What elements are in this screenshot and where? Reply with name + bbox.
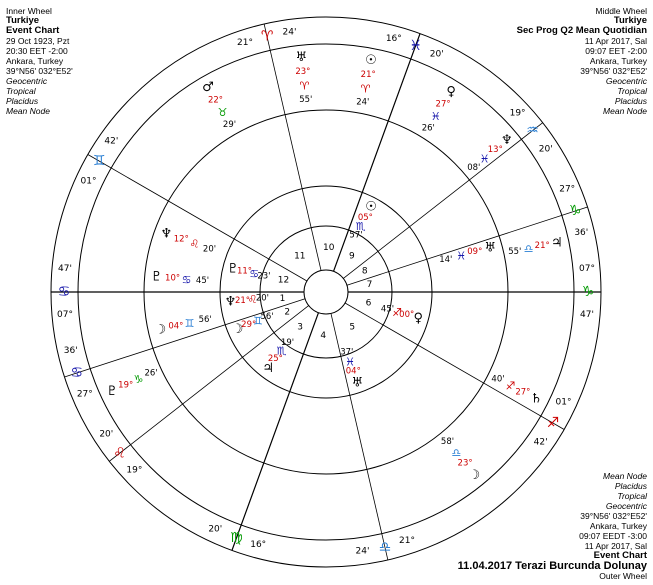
inner-wheel-setting: Mean Node bbox=[6, 106, 50, 116]
planet-glyph-icon: ☉ bbox=[365, 52, 377, 68]
middle-wheel-label: Middle Wheel bbox=[595, 6, 647, 16]
planet-glyph-icon: ☽ bbox=[231, 322, 244, 337]
planet-degree: 27° bbox=[515, 387, 531, 398]
inner-wheel-place: Ankara, Turkey bbox=[6, 56, 64, 66]
cusp-degree: 16° bbox=[385, 33, 402, 44]
cusp-sign-icon: ♊ bbox=[92, 153, 106, 169]
planet-sign-icon: ♋ bbox=[181, 273, 192, 287]
planet-sign-icon: ♌ bbox=[189, 237, 200, 251]
planet-minute: 14' bbox=[439, 254, 453, 265]
planet-degree: 22° bbox=[207, 95, 224, 106]
planet-sign-icon: ♓ bbox=[479, 152, 490, 166]
outer-wheel-label: Outer Wheel bbox=[599, 571, 647, 581]
planet-glyph-icon: ♆ bbox=[500, 132, 513, 148]
planet-minute: 40' bbox=[491, 374, 505, 385]
planet-degree: 11° bbox=[236, 266, 253, 277]
planet-sign-icon: ♐ bbox=[505, 379, 516, 393]
planet-minute: 57' bbox=[349, 230, 363, 241]
cusp-degree: 01° bbox=[555, 397, 572, 408]
planet-degree: 25° bbox=[267, 354, 283, 365]
planet-minute: 45' bbox=[195, 276, 210, 287]
middle-wheel-setting: Geocentric bbox=[605, 76, 647, 86]
cusp-sign-icon: ♋ bbox=[70, 365, 84, 381]
outer-wheel-chart-type: Event Chart bbox=[593, 550, 647, 561]
cusp-minute: 20' bbox=[429, 49, 444, 60]
cusp-sign-icon: ♋ bbox=[57, 284, 71, 300]
house-number: 2 bbox=[284, 307, 291, 318]
planet-sign-icon: ♓ bbox=[456, 249, 467, 263]
planet-sign-icon: ♓ bbox=[345, 355, 356, 369]
house-cusp-line bbox=[232, 313, 319, 551]
planet-sign-icon: ♎ bbox=[451, 446, 462, 460]
planet-glyph-icon: ♃ bbox=[262, 361, 275, 377]
planet-minute: 08' bbox=[467, 162, 481, 173]
cusp-degree: 21° bbox=[399, 536, 415, 547]
outer-wheel-place: Ankara, Turkey bbox=[589, 521, 647, 531]
planet-glyph-icon: ♆ bbox=[224, 294, 237, 310]
cusp-minute: 42' bbox=[104, 136, 119, 147]
inner-wheel-date: 29 Oct 1923, Pzt bbox=[6, 36, 70, 46]
planet-degree: 21° bbox=[234, 295, 251, 306]
planet-sign-icon: ♌ bbox=[247, 293, 258, 307]
planet-glyph-icon: ☽ bbox=[154, 322, 167, 338]
cusp-sign-icon: ♒ bbox=[526, 122, 539, 139]
planet-minute: 55' bbox=[299, 95, 313, 106]
inner-wheel-planets bbox=[225, 200, 423, 391]
planet-minute: 26' bbox=[421, 123, 435, 134]
cusp-sign-icon: ♈ bbox=[260, 28, 274, 45]
cusp-sign-icon: ♎ bbox=[378, 539, 392, 556]
middle-wheel-time: 09:07 EET -2:00 bbox=[585, 46, 647, 56]
inner-wheel-setting: Placidus bbox=[6, 96, 39, 106]
cusp-sign-icon: ♓ bbox=[409, 37, 422, 54]
middle-wheel-coords: 39°N56' 032°E52' bbox=[580, 66, 647, 76]
planet-minute: 23' bbox=[257, 271, 271, 282]
planet-degree: 00° bbox=[399, 310, 415, 321]
planet-minute: 20' bbox=[202, 244, 217, 255]
cusp-minute: 36' bbox=[574, 228, 589, 239]
inner-wheel-coords: 39°N56' 032°E52' bbox=[6, 66, 73, 76]
cusp-degree: 16° bbox=[250, 540, 267, 551]
middle-wheel-date: 11 Apr 2017, Sal bbox=[584, 36, 647, 46]
cusp-sign-icon: ♐ bbox=[546, 415, 560, 431]
planet-degree: 21° bbox=[534, 241, 550, 252]
house-number: 1 bbox=[279, 293, 286, 304]
middle-wheel-setting: Mean Node bbox=[603, 106, 647, 116]
planet-sign-icon: ♈ bbox=[360, 82, 371, 96]
planet-sign-icon: ♎ bbox=[523, 242, 534, 256]
planet-sign-icon: ♉ bbox=[217, 106, 228, 120]
house-number: 11 bbox=[294, 251, 306, 262]
planet-sign-icon: ♋ bbox=[249, 267, 260, 281]
planet-glyph-icon: ♂ bbox=[202, 80, 214, 96]
planet-glyph-icon: ♇ bbox=[227, 261, 239, 277]
cusp-minute: 20' bbox=[538, 144, 553, 155]
planet-glyph-icon: ♅ bbox=[351, 375, 364, 391]
outer-wheel-setting: Geocentric bbox=[605, 501, 647, 511]
outer-wheel-coords: 39°N56' 032°E52' bbox=[580, 511, 647, 521]
cusp-degree: 19° bbox=[126, 465, 143, 476]
inner-wheel-setting: Tropical bbox=[6, 86, 36, 96]
inner-wheel-setting: Geocentric bbox=[6, 76, 48, 86]
inner-wheel-chart-type: Event Chart bbox=[6, 25, 60, 36]
cusp-minute: 47' bbox=[580, 309, 594, 320]
planet-degree: 29° bbox=[241, 319, 257, 330]
planet-minute: 37' bbox=[340, 347, 354, 358]
planet-minute: 29' bbox=[222, 119, 237, 130]
house-number: 3 bbox=[297, 322, 303, 333]
planet-degree: 23° bbox=[457, 458, 473, 469]
house-number: 8 bbox=[361, 266, 368, 277]
center-circle bbox=[304, 270, 348, 314]
planet-minute: 58' bbox=[440, 437, 455, 447]
planet-minute: 26' bbox=[144, 368, 158, 379]
cusp-sign-icon: ♑ bbox=[568, 203, 582, 219]
cusp-degree: 07° bbox=[579, 264, 595, 275]
inner-wheel-label: Inner Wheel bbox=[6, 6, 52, 16]
inner-wheel-name: Turkiye bbox=[6, 15, 40, 26]
planet-glyph-icon: ☽ bbox=[468, 467, 481, 483]
outer-wheel-time: 09:07 EEDT -3:00 bbox=[579, 531, 647, 541]
house-cusp-line bbox=[345, 303, 564, 430]
planet-glyph-icon: ♃ bbox=[550, 235, 563, 251]
cusp-sign-icon: ♍ bbox=[230, 530, 243, 547]
house-cusp-lines bbox=[51, 24, 601, 560]
house-number: 6 bbox=[365, 298, 372, 309]
cusp-minute: 47' bbox=[58, 264, 72, 275]
outer-wheel-date: 11 Apr 2017, Sal bbox=[584, 541, 647, 551]
planet-degree: 04° bbox=[168, 321, 184, 332]
planet-degree: 23° bbox=[295, 67, 311, 78]
planet-glyph-icon: ♇ bbox=[150, 269, 163, 285]
cusp-minute: 24' bbox=[282, 27, 297, 38]
cusp-degree: 27° bbox=[76, 389, 93, 400]
planet-minute: 45' bbox=[380, 304, 395, 315]
outer-wheel-setting: Tropical bbox=[617, 491, 647, 501]
outer-wheel-setting: Mean Node bbox=[603, 471, 647, 481]
planet-sign-icon: ♓ bbox=[430, 110, 441, 123]
planet-degree: 12° bbox=[173, 234, 189, 245]
planet-minute: 56' bbox=[260, 312, 274, 322]
middle-wheel-setting: Placidus bbox=[614, 96, 647, 106]
cusp-degree: 01° bbox=[80, 176, 97, 187]
house-cusp-line bbox=[334, 34, 421, 272]
planet-sign-icon: ♐ bbox=[392, 305, 403, 319]
planet-degree: 27° bbox=[435, 99, 451, 110]
planet-degree: 05° bbox=[357, 212, 373, 223]
planet-sign-icon: ♈ bbox=[299, 79, 310, 93]
planet-degree: 09° bbox=[467, 247, 483, 258]
outer-wheel-title: 11.04.2017 Terazi Burcunda Dolunay bbox=[457, 560, 647, 572]
planet-degree: 10° bbox=[165, 273, 181, 284]
house-cusp-line bbox=[88, 155, 307, 282]
inner-wheel-time: 20:30 EET -2:00 bbox=[6, 46, 68, 56]
planet-sign-icon: ♑ bbox=[133, 373, 144, 386]
middle-wheel-name: Turkiye bbox=[613, 15, 647, 26]
cusp-sign-icon: ♑ bbox=[581, 284, 595, 300]
house-number: 9 bbox=[349, 251, 355, 262]
planet-glyph-icon: ♄ bbox=[530, 391, 543, 407]
planet-minute: 56' bbox=[198, 314, 212, 325]
cusp-minute: 24' bbox=[355, 546, 370, 557]
cusp-minute: 20' bbox=[208, 524, 223, 535]
cusp-degree: 27° bbox=[559, 184, 576, 195]
house-number: 5 bbox=[349, 322, 356, 333]
cusp-degree: 21° bbox=[237, 37, 253, 48]
middle-wheel-place: Ankara, Turkey bbox=[589, 56, 647, 66]
cusp-minute: 36' bbox=[63, 345, 78, 356]
planet-glyph-icon: ♆ bbox=[160, 226, 173, 242]
planet-glyph-icon: ♅ bbox=[295, 49, 308, 65]
planet-sign-icon: ♏ bbox=[276, 344, 287, 358]
planet-sign-icon: ♊ bbox=[184, 317, 195, 330]
house-number: 10 bbox=[322, 243, 335, 254]
cusp-minute: 42' bbox=[533, 437, 548, 448]
planet-degree: 19° bbox=[118, 380, 134, 391]
planet-minute: 55' bbox=[508, 246, 522, 257]
planet-degree: 04° bbox=[345, 366, 361, 377]
outer-wheel-setting: Placidus bbox=[614, 481, 647, 491]
cusp-sign-icon: ♌ bbox=[113, 445, 126, 462]
planet-minute: 19' bbox=[280, 338, 295, 349]
planet-sign-icon: ♊ bbox=[252, 314, 263, 328]
cusp-degree: 19° bbox=[509, 108, 526, 119]
planet-minute: 20' bbox=[255, 293, 269, 304]
planet-degree: 13° bbox=[487, 144, 503, 155]
planet-glyph-icon: ♀ bbox=[446, 84, 456, 100]
planet-sign-icon: ♏ bbox=[355, 220, 366, 234]
outer-wheel-planets bbox=[106, 50, 562, 483]
house-number: 12 bbox=[277, 275, 290, 286]
planet-glyph-icon: ♀ bbox=[413, 311, 424, 326]
house-cusp-line bbox=[264, 24, 321, 271]
cusp-minute: 20' bbox=[99, 429, 114, 440]
house-number: 7 bbox=[366, 280, 373, 291]
planet-glyph-icon: ♅ bbox=[484, 240, 497, 256]
middle-wheel-chart-type: Sec Prog Q2 Mean Quotidian bbox=[516, 25, 647, 36]
planet-glyph-icon: ♇ bbox=[106, 384, 118, 400]
planet-glyph-icon: ☉ bbox=[365, 199, 377, 215]
middle-wheel-setting: Tropical bbox=[617, 86, 647, 96]
planet-degree: 21° bbox=[360, 70, 376, 81]
house-number: 4 bbox=[320, 330, 327, 341]
cusp-degree: 07° bbox=[57, 309, 73, 320]
planet-minute: 24' bbox=[356, 97, 370, 108]
